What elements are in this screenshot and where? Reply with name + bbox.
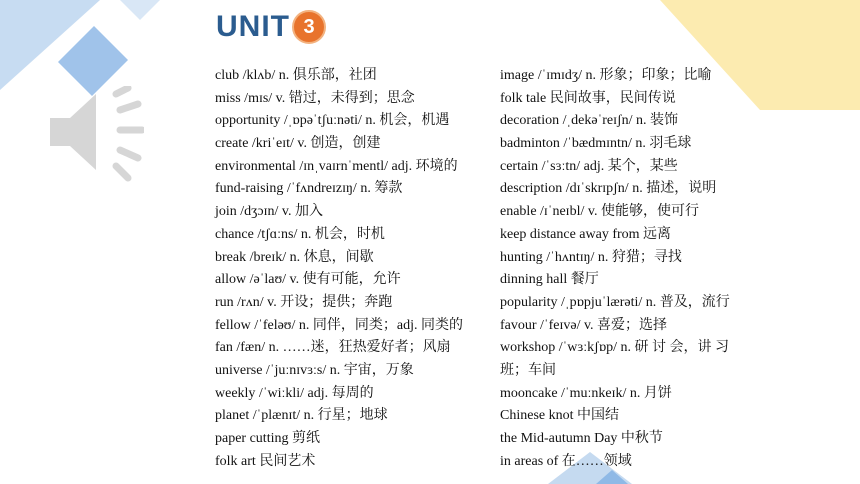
vocab-entry: fan /fæn/ n. ……迷，狂热爱好者；风扇 bbox=[215, 340, 451, 356]
vocab-entry: universe /ˈjuːnɪvɜːs/ n. 宇宙，万象 bbox=[215, 362, 414, 378]
unit-title bbox=[216, 10, 326, 44]
vocab-entry: paper cutting 剪纸 bbox=[215, 431, 320, 446]
vocab-entry: create /kriˈeɪt/ v. 创造，创建 bbox=[215, 136, 381, 152]
vocab-entry: hunting /ˈhʌntɪŋ/ n. 狩猎；寻找 bbox=[500, 249, 682, 265]
vocab-entry: environmental /ɪnˌvaɪrnˈmentl/ adj. 环境的 bbox=[215, 158, 458, 174]
vocab-entry: image /ˈɪmɪdʒ/ n. 形象；印象；比喻 bbox=[500, 68, 712, 83]
vocab-entry: allow /əˈlaʊ/ v. 使有可能，允许 bbox=[215, 272, 401, 288]
speaker-icon[interactable] bbox=[44, 86, 144, 186]
vocab-entry: break /breɪk/ n. 休息，间歇 bbox=[215, 249, 374, 265]
vocab-entry: join /dʒɔɪn/ v. 加入 bbox=[215, 204, 323, 220]
vocab-entry: the Mid-autumn Day 中秋节 bbox=[500, 431, 663, 446]
vocab-entry: Chinese knot 中国结 bbox=[500, 408, 619, 424]
vocab-entry: weekly /ˈwiːkli/ adj. 每周的 bbox=[215, 385, 374, 401]
vocab-entry: fund-raising /ˈfʌndreɪzɪŋ/ n. 筹款 bbox=[215, 181, 403, 197]
vocab-entry: miss /mɪs/ v. 错过，未得到；思念 bbox=[215, 90, 415, 106]
vocab-entry: certain /ˈsɜːtn/ adj. 某个，某些 bbox=[500, 158, 678, 174]
vocab-entry: run /rʌn/ v. 开设；提供；奔跑 bbox=[215, 294, 393, 310]
vocab-entry: enable /ɪˈneɪbl/ v. 使能够，使可行 bbox=[500, 204, 699, 220]
vocab-entry: keep distance away from 远离 bbox=[500, 226, 672, 242]
vocab-entry: mooncake /ˈmuːnkeɪk/ n. 月饼 bbox=[500, 385, 672, 401]
vocab-entry: badminton /ˈbædmɪntn/ n. 羽毛球 bbox=[500, 136, 692, 152]
vocab-entry: 班；车间 bbox=[500, 362, 556, 378]
vocab-entry: in areas of 在……领域 bbox=[500, 453, 632, 469]
vocab-entry: decoration /ˌdekəˈreɪʃn/ n. 装饰 bbox=[500, 113, 679, 129]
vocab-entry: dinning hall 餐厅 bbox=[500, 272, 599, 288]
vocab-entry: club /klʌb/ n. 俱乐部，社团 bbox=[215, 68, 377, 83]
vocab-entry: opportunity /ˌɒpəˈtʃuːnəti/ n. 机会，机遇 bbox=[215, 113, 450, 129]
unit-number-badge: 3 bbox=[292, 10, 326, 44]
vocabulary-right-column bbox=[500, 65, 770, 473]
vocab-entry: workshop /ˈwɜːkʃɒp/ n. 研 讨 会，讲 习 bbox=[500, 340, 730, 356]
vocab-entry: popularity /ˌpɒpjuˈlærəti/ n. 普及，流行 bbox=[500, 294, 730, 310]
vocab-entry: planet /ˈplænɪt/ n. 行星；地球 bbox=[215, 408, 388, 424]
vocab-entry: folk tale 民间故事，民间传说 bbox=[500, 90, 676, 106]
vocab-entry: fellow /ˈfeləʊ/ n. 同伴，同类；adj. 同类的 bbox=[215, 317, 463, 333]
vocab-entry: chance /tʃɑːns/ n. 机会，时机 bbox=[215, 226, 385, 242]
vocabulary-left-column bbox=[215, 65, 485, 473]
vocab-entry: description /dɪˈskrɪpʃn/ n. 描述，说明 bbox=[500, 181, 717, 197]
unit-word: UNIT bbox=[216, 10, 290, 43]
vocab-entry: favour /ˈfeɪvə/ v. 喜爱；选择 bbox=[500, 317, 668, 333]
vocab-entry: folk art 民间艺术 bbox=[215, 453, 316, 469]
